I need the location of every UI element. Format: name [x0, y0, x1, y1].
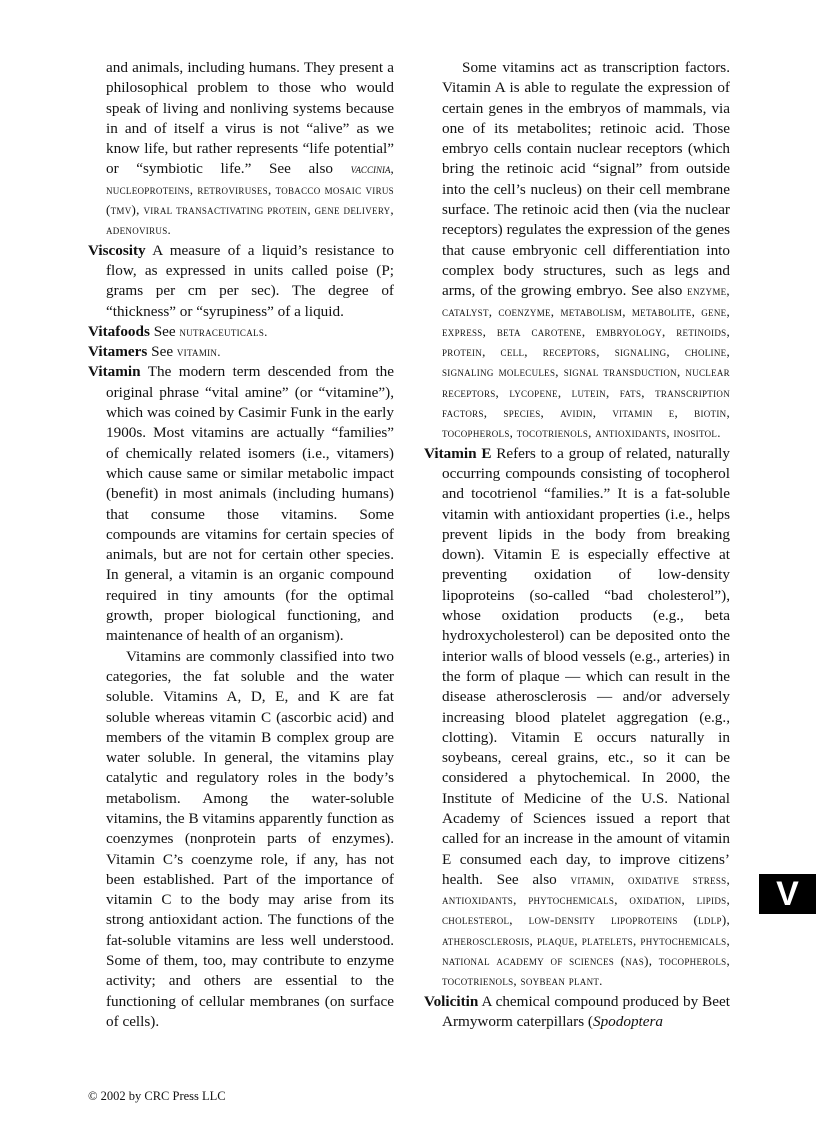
entry-text: Refers to a group of related, naturally occurring compounds consisting of tocopherol and tocotrienol “families.” It is a fat-soluble vitamin with antioxidant properties (i.e., helps prevent lipids in the body from breaking down). Vitamin E is especially effective at preventing oxidation of low-density lipoproteins (so-called “bad cholesterol”), whose oxidation products (e.g., beta hydroxycholesterol) can be deposited onto the interior walls of blood vessels (e.g., arteries) in the form of plaque — which can result in the disease atherosclerosis — and/or adversely increasing blood platelet aggregation (e.g., clotting). Vitamin E occurs naturally in soybeans, cereal grains, etc., so it can be considered a phytochemical. In 2000, the Institute of Medicine of the U.S. National Academy of Sciences issued a report that called for an increase in the amount of vitamin E consumed each day, to improve citizens’ health. See also	[442, 444, 730, 888]
see-also-refs: enzyme, catalyst, coenzyme, metabolism, metabolite, gene, express, beta carotene, embryology, retinoids, protein, cell, receptors, signaling, choline, signaling molecules, signal transduction, nuclear receptors, lycopene, lutein, fats, transcription factors, species, avidin, vitamin e, biotin, tocopherols, tocotrienols, antioxidants, inositol.	[442, 283, 730, 441]
entry-text: A measure of a liquid’s resistance to flow, as expressed in units called poise (P; grams per cm per sec). The degree of “thickness” or “syrupiness” of a liquid.	[106, 241, 394, 320]
entry-term: Vitamers	[88, 343, 148, 361]
see-also-refs: vitamin, oxidative stress, antioxidants, phytochemicals, oxidation, lipids, cholesterol, low-density lipoproteins (ldlp), atherosclerosis, plaque, platelets, phytochemicals, national academy of sciences (nas), tocopherols, tocotrienols, soybean plant.	[442, 871, 730, 989]
see-ref: vitamin.	[176, 344, 221, 360]
entry-text: and animals, including humans. They present a philosophical problem to those who would speak of living and nonliving systems because in and of itself a virus is not “alive” as we know life, but rather represents “life potential” or “symbiotic life.” See also	[106, 59, 394, 178]
entry-text: The modern term descended from the original phrase “vital amine” (or “vitamine”), which was coined by Casimir Funk in the early 1900s. Most vitamins are actually “families” of chemically related isomers (i.e., vitamers) which cause same or similar metabolic impact (benefit) in most animals (including humans) that consume those vitamins. Some compounds are vitamins for certain species of animals, but are not for certain other species. In general, a vitamin is an organic compound required in tiny amounts (for the optimal growth, proper biological functioning, and maintenance of health of an organism).	[106, 363, 394, 645]
entry-term: Vitamin	[88, 363, 141, 381]
entry-vitamin-continuation	[424, 58, 730, 444]
see-ref: nutraceuticals.	[179, 323, 268, 339]
right-column	[424, 58, 730, 1032]
left-column	[88, 58, 394, 1032]
entry-vitamers	[88, 342, 394, 362]
see-label: See	[149, 322, 180, 340]
entry-text: Some vitamins act as transcription factors. Vitamin A is able to regulate the expression of certain genes in the embryos of mammals, via one of its metabolites; retinoic acid. Those embryo cells contain nuclear receptors (which bring the retinoic acid “signal” from outside into the cell’s nucleus) on their cell membrane surface. The retinoic acid then (via the nuclear receptors) regulates the expression of the genes that cause embryonic cell differentiation into complex body structures, such as legs and arms, of the growing embryo. See also	[442, 59, 730, 300]
see-also-ref: vaccinia	[350, 161, 391, 177]
entry-term: Volicitin	[424, 992, 479, 1010]
see-also-refs: , nucleoproteins, retroviruses, tobacco mosaic virus (tmv), viral transactivating protein, gene delivery, adenovirus.	[106, 161, 394, 238]
entry-term: Vitafoods	[88, 322, 150, 340]
see-label: See	[147, 343, 177, 361]
copyright-footer: © 2002 by CRC Press LLC	[88, 1089, 226, 1103]
entry-vitamin-e	[424, 444, 730, 992]
entry-term: Vitamin E	[424, 444, 492, 462]
species-name: Spodoptera	[592, 1012, 664, 1030]
entry-virus-continuation	[88, 58, 394, 241]
entry-viscosity	[88, 241, 394, 322]
entry-vitamin	[88, 362, 394, 646]
entry-volicitin	[424, 992, 730, 1033]
entry-vitamin-paragraph-2: Vitamins are commonly classified into two categories, the fat soluble and the water soluble. Vitamins A, D, E, and K are fat soluble whereas vitamin C (ascorbic acid) and members of the vitamin B complex group are water soluble. In general, the vitamins play catalytic and regulatory roles in the body’s metabolism. Among the water-soluble vitamins, the B vitamins apparently function as coenzymes (nonprotein parts of enzymes). Vitamin C’s coenzyme role, if any, has not been established. Part of the importance of vitamin C to the body may arise from its strong antioxidant action. The functions of the fat-soluble vitamins are less well understood. Some of them, too, may contribute to enzyme activity; and others are essential to the functioning of cellular membranes (on surface of cells).	[106, 647, 394, 1030]
entry-text: A chemical compound produced by Beet Armyworm caterpillars (	[442, 992, 730, 1030]
entry-term: Viscosity	[88, 241, 146, 259]
section-tab-marker: V	[759, 874, 816, 914]
entry-vitafoods	[88, 322, 394, 342]
